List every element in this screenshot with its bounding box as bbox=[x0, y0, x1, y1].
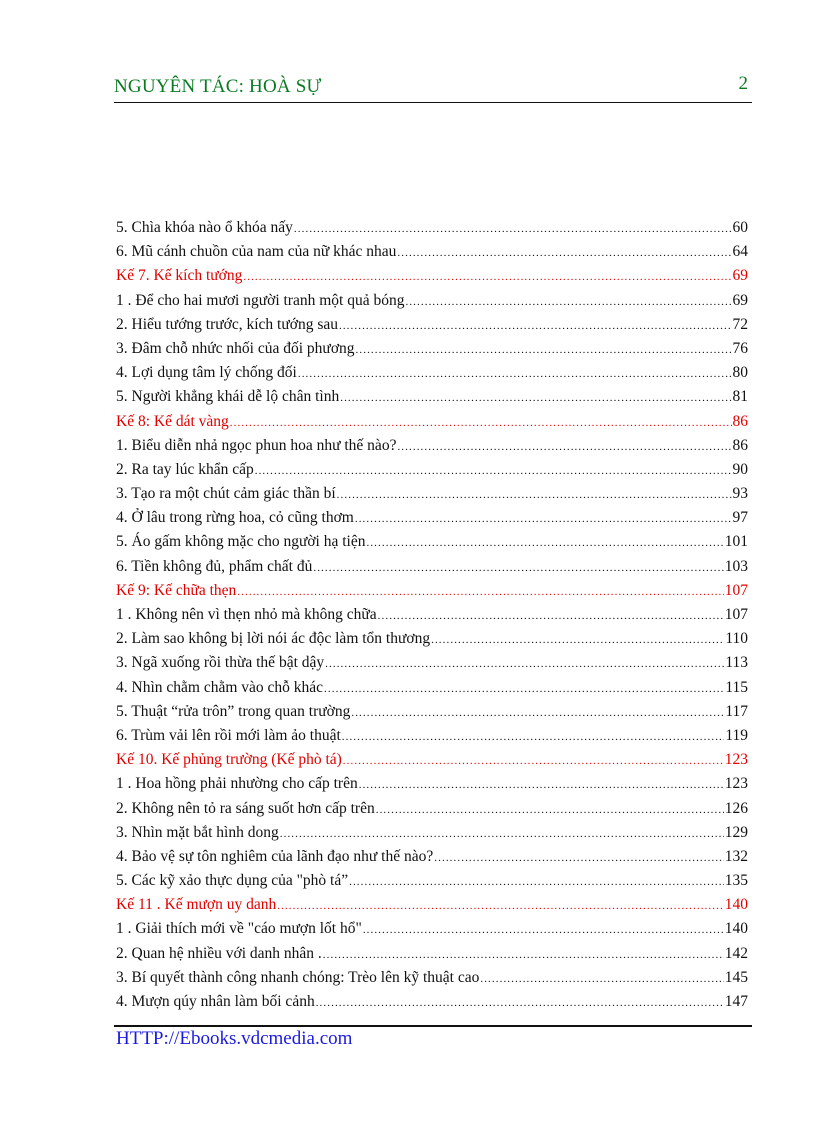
toc-dot-leader bbox=[356, 338, 732, 362]
toc-dot-leader bbox=[325, 652, 724, 676]
toc-entry-row[interactable] bbox=[116, 530, 748, 554]
toc-item-page: 132 bbox=[724, 847, 748, 865]
toc-item-page: 97 bbox=[732, 509, 748, 527]
toc-item-title: 6. Trùm vải lên rồi mới làm ảo thuật bbox=[116, 726, 341, 744]
toc-item-page: 110 bbox=[725, 630, 748, 648]
toc-item-title: 2. Không nên tỏ ra sáng suốt hơn cấp trên bbox=[116, 799, 375, 817]
toc-item-title: 3. Ngã xuống rồi thừa thế bật dậy bbox=[116, 654, 325, 672]
toc-dot-leader bbox=[480, 967, 723, 991]
toc-item-page: 64 bbox=[732, 243, 748, 261]
toc-dot-leader bbox=[366, 531, 723, 555]
toc-item-page: 103 bbox=[724, 557, 748, 575]
toc-entry-row[interactable] bbox=[116, 555, 748, 579]
toc-dot-leader bbox=[277, 894, 724, 918]
toc-item-title: Kế 11 . Kế mượn uy danh bbox=[116, 896, 277, 914]
toc-dot-leader bbox=[431, 628, 724, 652]
toc-item-page: 126 bbox=[724, 799, 748, 817]
toc-item-title: 4. Mượn qúy nhân làm bối cảnh bbox=[116, 993, 315, 1010]
toc-entry-row[interactable] bbox=[116, 603, 748, 627]
toc-item-page: 107 bbox=[724, 581, 748, 599]
toc-entry-row[interactable] bbox=[116, 434, 748, 458]
toc-entry-row[interactable] bbox=[116, 482, 748, 506]
toc-item-page: 113 bbox=[725, 654, 748, 672]
toc-item-title: 3. Bí quyết thành công nhanh chóng: Trèo lên kỹ thuật cao bbox=[116, 968, 480, 986]
toc-dot-leader bbox=[337, 483, 732, 507]
toc-item-page: 69 bbox=[732, 267, 748, 285]
toc-entry-row[interactable] bbox=[116, 990, 748, 1014]
toc-dot-leader bbox=[343, 749, 724, 773]
toc-item-title: 5. Chìa khóa nào ổ khóa nấy bbox=[116, 219, 293, 236]
toc-item-title: 2. Hiểu tướng trước, kích tướng sau bbox=[116, 315, 338, 333]
toc-item-page: 93 bbox=[732, 485, 748, 503]
toc-dot-leader bbox=[378, 604, 724, 628]
toc-dot-leader bbox=[359, 773, 724, 797]
toc-item-page: 142 bbox=[724, 944, 748, 962]
toc-entry-row[interactable] bbox=[116, 337, 748, 361]
toc-item-title: 1 . Hoa hồng phải nhường cho cấp trên bbox=[116, 775, 358, 793]
toc-dot-leader bbox=[294, 217, 732, 241]
toc-dot-leader bbox=[349, 870, 724, 894]
toc-dot-leader bbox=[340, 386, 731, 410]
toc-dot-leader bbox=[255, 459, 732, 483]
toc-item-page: 123 bbox=[724, 751, 748, 769]
toc-chapter-row[interactable] bbox=[116, 264, 748, 288]
header-title: NGUYÊN TÁC: HOÀ SỰ bbox=[114, 76, 322, 97]
footer-link[interactable]: HTTP://Ebooks.vdcmedia.com bbox=[116, 1028, 353, 1049]
toc-item-page: 86 bbox=[732, 436, 748, 454]
toc-dot-leader bbox=[324, 677, 724, 701]
toc-dot-leader bbox=[323, 943, 724, 967]
toc-item-title: 5. Các kỹ xảo thực dụng của "phò tá” bbox=[116, 872, 349, 890]
toc-item-title: 4. Ở lâu trong rừng hoa, cỏ cũng thơm bbox=[116, 509, 354, 527]
toc-item-page: 140 bbox=[724, 920, 748, 938]
toc-dot-leader bbox=[397, 435, 731, 459]
toc-entry-row[interactable] bbox=[116, 458, 748, 482]
toc-item-page: 101 bbox=[724, 533, 748, 551]
toc-item-title: Kế 8: Kế dát vàng bbox=[116, 412, 229, 430]
toc-item-page: 135 bbox=[724, 872, 748, 890]
toc-item-page: 145 bbox=[724, 968, 748, 986]
toc-item-page: 86 bbox=[732, 412, 748, 430]
toc-entry-row[interactable] bbox=[116, 289, 748, 313]
toc-item-page: 76 bbox=[732, 339, 748, 357]
toc-entry-row[interactable] bbox=[116, 506, 748, 530]
toc-chapter-row[interactable] bbox=[116, 893, 748, 917]
toc-item-title: 1 . Không nên vì thẹn nhỏ mà không chữa bbox=[116, 606, 377, 623]
toc-item-page: 129 bbox=[724, 823, 748, 841]
toc-item-title: Kế 9: Kế chữa thẹn bbox=[116, 581, 237, 599]
toc-dot-leader bbox=[243, 265, 731, 289]
toc-item-title: 2. Ra tay lúc khẩn cấp bbox=[116, 460, 254, 478]
toc-chapter-row[interactable] bbox=[116, 748, 748, 772]
toc-item-page: 107 bbox=[724, 606, 748, 623]
toc-dot-leader bbox=[316, 991, 724, 1015]
toc-dot-leader bbox=[405, 290, 731, 314]
toc-item-title: 6. Mũ cánh chuồn của nam của nữ khác nhau bbox=[116, 243, 397, 261]
toc-chapter-row[interactable] bbox=[116, 579, 748, 603]
toc-dot-leader bbox=[342, 725, 725, 749]
toc-item-title: 3. Đâm chỗ nhức nhối của đối phương bbox=[116, 339, 355, 357]
toc-entry-row[interactable] bbox=[116, 676, 748, 700]
toc-item-title: Kế 7. Kế kích tướng bbox=[116, 267, 243, 285]
toc-entry-row[interactable] bbox=[116, 942, 748, 966]
toc-dot-leader bbox=[237, 580, 723, 604]
toc-entry-row[interactable] bbox=[116, 869, 748, 893]
toc-entry-row[interactable] bbox=[116, 966, 748, 990]
toc-item-title: 3. Tạo ra một chút cảm giác thần bí bbox=[116, 485, 336, 503]
toc-dot-leader bbox=[376, 798, 724, 822]
toc-item-title: 5. Thuật “rửa trôn” trong quan trường bbox=[116, 702, 351, 720]
toc-entry-row[interactable] bbox=[116, 313, 748, 337]
toc-entry-row[interactable] bbox=[116, 240, 748, 264]
toc-item-page: 140 bbox=[724, 896, 748, 914]
toc-entry-row[interactable] bbox=[116, 700, 748, 724]
toc-item-page: 72 bbox=[732, 315, 748, 333]
toc-entry-row[interactable] bbox=[116, 361, 748, 385]
toc-item-page: 147 bbox=[724, 993, 748, 1010]
toc-entry-row[interactable] bbox=[116, 651, 748, 675]
toc-item-title: 6. Tiền không đủ, phẩm chất đủ bbox=[116, 557, 313, 575]
toc-entry-row[interactable] bbox=[116, 627, 748, 651]
toc-dot-leader bbox=[434, 846, 723, 870]
toc-dot-leader bbox=[313, 556, 723, 580]
toc-entry-row[interactable] bbox=[116, 797, 748, 821]
toc-entry-row[interactable] bbox=[116, 385, 748, 409]
toc-item-page: 69 bbox=[732, 291, 748, 309]
toc-dot-leader bbox=[339, 314, 732, 338]
toc-item-title: 4. Nhìn chằm chằm vào chỗ khác bbox=[116, 678, 324, 696]
toc-item-page: 60 bbox=[732, 219, 748, 236]
toc-item-title: 5. Người khẳng khái dễ lộ chân tình bbox=[116, 388, 340, 406]
page-number: 2 bbox=[738, 73, 748, 94]
toc-entry-row[interactable] bbox=[116, 724, 748, 748]
table-of-contents bbox=[116, 216, 748, 1014]
toc-item-title: 1 . Để cho hai mươi người tranh một quả bóng bbox=[116, 291, 405, 309]
footer-divider bbox=[114, 1025, 752, 1027]
toc-dot-leader bbox=[280, 822, 724, 846]
toc-dot-leader bbox=[363, 918, 724, 942]
toc-item-page: 81 bbox=[732, 388, 748, 406]
toc-item-title: 2. Làm sao không bị lời nói ác độc làm tổn thương bbox=[116, 630, 431, 648]
toc-entry-row[interactable] bbox=[116, 772, 748, 796]
toc-item-title: 4. Lợi dụng tâm lý chống đối bbox=[116, 364, 297, 382]
toc-item-title: 3. Nhìn mặt bắt hình dong bbox=[116, 823, 279, 841]
page-header bbox=[114, 72, 752, 103]
toc-entry-row[interactable] bbox=[116, 917, 748, 941]
toc-item-title: 4. Bảo vệ sự tôn nghiêm của lãnh đạo như thế nào? bbox=[116, 847, 434, 865]
toc-entry-row[interactable] bbox=[116, 845, 748, 869]
toc-item-page: 80 bbox=[732, 364, 748, 382]
toc-item-page: 123 bbox=[724, 775, 748, 793]
toc-item-page: 119 bbox=[725, 726, 748, 744]
toc-item-title: 1. Biểu diễn nhả ngọc phun hoa như thế nào? bbox=[116, 436, 397, 454]
toc-chapter-row[interactable] bbox=[116, 410, 748, 434]
toc-item-page: 117 bbox=[725, 702, 748, 720]
toc-item-page: 115 bbox=[725, 678, 748, 696]
toc-item-title: Kế 10. Kế phủng trường (Kế phò tá) bbox=[116, 751, 342, 769]
toc-dot-leader bbox=[351, 701, 724, 725]
toc-dot-leader bbox=[298, 362, 732, 386]
toc-dot-leader bbox=[230, 411, 732, 435]
toc-dot-leader bbox=[397, 241, 731, 265]
toc-item-page: 90 bbox=[732, 460, 748, 478]
toc-entry-row[interactable] bbox=[116, 216, 748, 240]
toc-item-title: 2. Quan hệ nhiều với danh nhân . bbox=[116, 944, 322, 962]
toc-entry-row[interactable] bbox=[116, 821, 748, 845]
toc-item-title: 1 . Giải thích mới về "cáo mượn lốt hổ" bbox=[116, 920, 362, 938]
toc-item-title: 5. Áo gấm không mặc cho người hạ tiện bbox=[116, 533, 366, 551]
toc-dot-leader bbox=[355, 507, 732, 531]
